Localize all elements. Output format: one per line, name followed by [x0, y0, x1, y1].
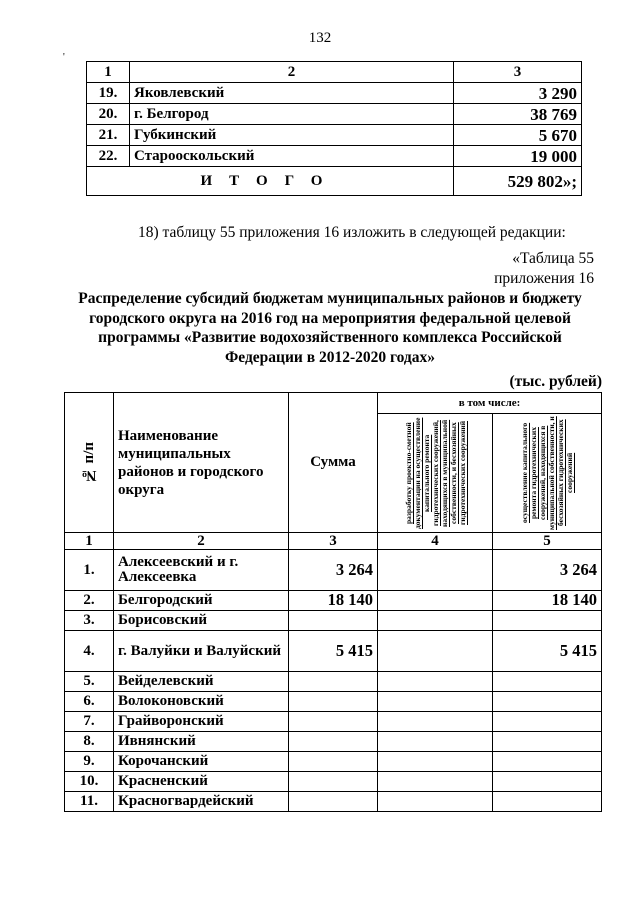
table-header-row	[65, 393, 602, 414]
header-number: № п/п	[80, 441, 97, 484]
district-name: Старооскольский	[130, 146, 454, 167]
col4-value	[378, 611, 493, 631]
col-number: 2	[114, 533, 289, 550]
row-number: 3.	[65, 611, 114, 631]
header-col5-cell	[493, 414, 602, 533]
district-name: Корочанский	[114, 752, 289, 772]
table-row	[65, 712, 602, 732]
table-row	[65, 611, 602, 631]
col5-value	[493, 732, 602, 752]
table-row	[65, 732, 602, 752]
sum-value: 18 140	[289, 591, 378, 611]
column-number-row	[65, 533, 602, 550]
col4-value	[378, 692, 493, 712]
table-label	[494, 249, 594, 289]
col5-value	[493, 772, 602, 792]
header-col4-cell	[378, 414, 493, 533]
row-number: 5.	[65, 672, 114, 692]
table-row	[65, 550, 602, 591]
col4-value	[378, 712, 493, 732]
sum-value	[289, 732, 378, 752]
col4-value	[378, 591, 493, 611]
table-row	[65, 792, 602, 812]
col-number: 1	[65, 533, 114, 550]
total-row	[87, 167, 582, 196]
col4-value	[378, 792, 493, 812]
header-name: Наименование муниципальных районов и городского округа	[114, 393, 289, 533]
col-number: 3	[289, 533, 378, 550]
sum-value	[289, 692, 378, 712]
row-number: 20.	[87, 104, 130, 125]
table-row	[87, 104, 582, 125]
district-name: Алексеевский и г. Алексеевка	[114, 550, 289, 591]
district-name: Красненский	[114, 772, 289, 792]
district-name: г. Валуйки и Валуйский	[114, 631, 289, 672]
sum-value: 3 290	[454, 83, 582, 104]
district-name: Вейделевский	[114, 672, 289, 692]
district-name: г. Белгород	[130, 104, 454, 125]
row-number: 8.	[65, 732, 114, 752]
col5-value	[493, 692, 602, 712]
col5-value	[493, 792, 602, 812]
sum-value	[289, 611, 378, 631]
district-name: Белгородский	[114, 591, 289, 611]
row-number: 4.	[65, 631, 114, 672]
header-cell: 2	[130, 62, 454, 83]
amendment-paragraph: 18) таблицу 55 приложения 16 изложить в следующей редакции:	[138, 224, 566, 241]
row-number: 10.	[65, 772, 114, 792]
table-row	[87, 125, 582, 146]
table-row	[87, 83, 582, 104]
page-number: 132	[308, 30, 332, 46]
col4-value	[378, 550, 493, 591]
col5-value: 5 415	[493, 631, 602, 672]
col4-value	[378, 772, 493, 792]
table-row	[87, 146, 582, 167]
corner-mark: '	[63, 52, 65, 63]
sum-value	[289, 792, 378, 812]
sum-value: 5 415	[289, 631, 378, 672]
sum-value	[289, 672, 378, 692]
table-row	[65, 772, 602, 792]
col5-value: 3 264	[493, 550, 602, 591]
district-name: Грайворонский	[114, 712, 289, 732]
sum-value: 3 264	[289, 550, 378, 591]
col4-value	[378, 732, 493, 752]
units-label: (тыс. рублей)	[509, 373, 602, 390]
sum-value	[289, 772, 378, 792]
row-number: 22.	[87, 146, 130, 167]
sum-value: 5 670	[454, 125, 582, 146]
continued-table	[86, 61, 582, 196]
table-header-row	[87, 62, 582, 83]
table-label-line1: «Таблица 55	[512, 250, 594, 267]
header-number-cell	[65, 393, 114, 533]
col4-value	[378, 631, 493, 672]
table-label-line2: приложения 16	[494, 270, 594, 287]
header-including: в том числе:	[378, 393, 602, 414]
row-number: 11.	[65, 792, 114, 812]
header-col5: осуществление капитального ремонта гидротехнических сооружений, находящихся в муниципальной собственности, и бесхозяйных гидротехнических сооружений	[520, 416, 574, 530]
sum-value: 38 769	[454, 104, 582, 125]
table-row	[65, 752, 602, 772]
district-name: Ивнянский	[114, 732, 289, 752]
row-number: 9.	[65, 752, 114, 772]
table-title: Распределение субсидий бюджетам муниципальных районов и бюджету городского округа на 2016 год на мероприятия федеральной целевой программы «Развитие водохозяйственного комплекса Российской Федерации в 2012-2020 годах»	[78, 290, 582, 366]
total-label: ИТОГО	[87, 167, 454, 196]
district-name: Яковлевский	[130, 83, 454, 104]
header-cell: 3	[454, 62, 582, 83]
row-number: 2.	[65, 591, 114, 611]
col5-value: 18 140	[493, 591, 602, 611]
sum-value: 19 000	[454, 146, 582, 167]
table-row	[65, 672, 602, 692]
col-number: 4	[378, 533, 493, 550]
district-name: Губкинский	[130, 125, 454, 146]
col5-value	[493, 672, 602, 692]
subsidy-table	[64, 392, 602, 812]
col4-value	[378, 672, 493, 692]
col4-value	[378, 752, 493, 772]
header-sum: Сумма	[289, 393, 378, 533]
header-col4: разработку проектно-сметной документации на осуществление капитального ремонта гидротехнических сооружений, находящихся в муниципальной собственности, и бесхозяйных гидротехнических сооружений	[403, 417, 467, 529]
sum-value	[289, 712, 378, 732]
table-row	[65, 692, 602, 712]
sum-value	[289, 752, 378, 772]
district-name: Красногвардейский	[114, 792, 289, 812]
row-number: 21.	[87, 125, 130, 146]
row-number: 19.	[87, 83, 130, 104]
col5-value	[493, 712, 602, 732]
district-name: Борисовский	[114, 611, 289, 631]
district-name: Волоконовский	[114, 692, 289, 712]
header-cell: 1	[87, 62, 130, 83]
table-row	[65, 631, 602, 672]
col-number: 5	[493, 533, 602, 550]
col5-value	[493, 611, 602, 631]
col5-value	[493, 752, 602, 772]
table-row	[65, 591, 602, 611]
row-number: 1.	[65, 550, 114, 591]
row-number: 7.	[65, 712, 114, 732]
row-number: 6.	[65, 692, 114, 712]
total-value: 529 802»;	[454, 167, 582, 196]
